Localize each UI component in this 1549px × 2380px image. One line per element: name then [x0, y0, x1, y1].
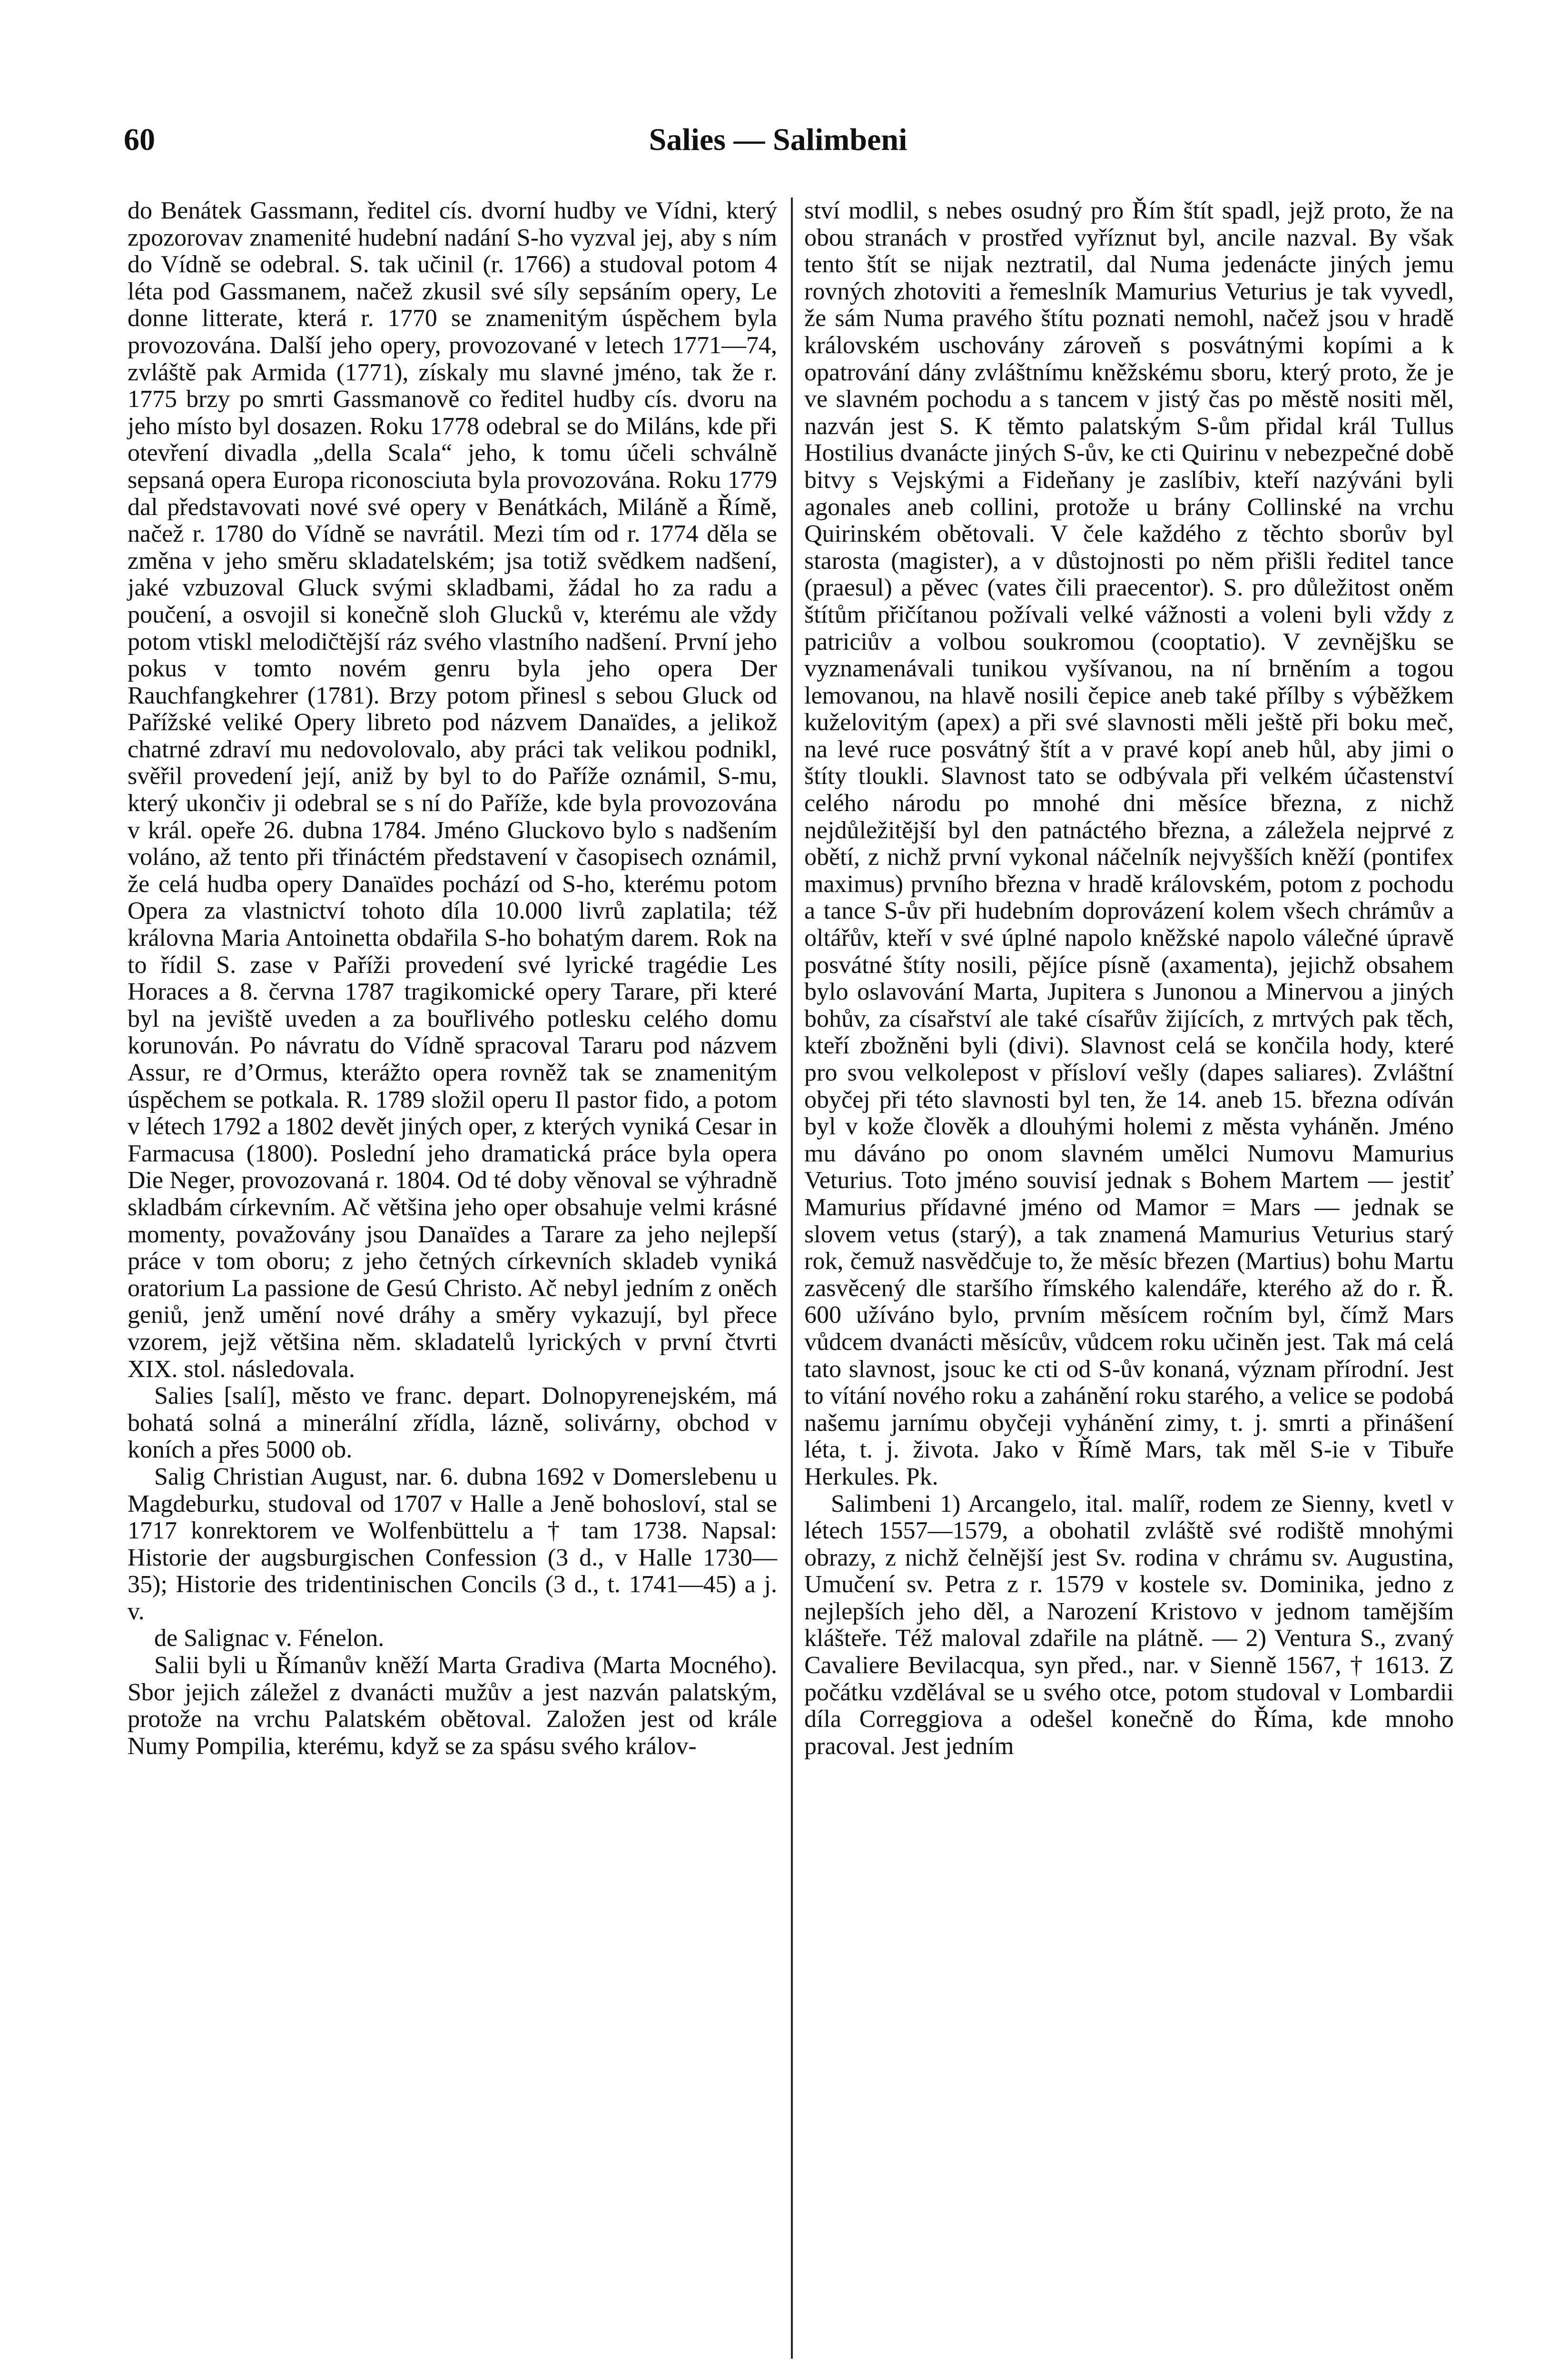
salii-continuation-paragraph: ství modlil, s nebes osudný pro Řím štít spadl, jejž proto, že na obou stranách v prostřed vyříznut byl, ancile nazval. By však tento štít se nijak neztratil, dal Numa jedenácte jiných jemu rovných zhotoviti a řemeslník Mamurius Veturius je tak vyvedl, že sám Numa pravého štítu poznati nemohl, načež jsou v hradě královském uschovány zároveň s posvátnými kopími a k opatrování dány zvláštnímu kněžskému sboru, který proto, že je ve slavném pochodu a s tancem v jistý čas po městě nositi měl, nazván jest S. K těmto palatským S-ům přidal král Tullus Hostilius dvanácte jiných S-ův, ke cti Quirinu v nebezpečné době bitvy s Vejskými a Fideňany je zaslíbiv, kteří nazýváni byli agonales aneb collini, protože u brány Collinské na vrchu Quirinském obětovali. V čele každého z těchto sborův byl starosta (magister), a v důstojnosti po něm přišli ředitel tance (praesul) a pěvec (vates čili praecentor). S. pro důležitost oněm štítům přičítanou požívali velké vážnosti a voleni byli vždy z patriciův a volbou soukromou (cooptatio). V zevnějšku se vyznamenávali tunikou vyšívanou, na ní brněním a togou lemovanou, na hlavě nosili čepice aneb také přílby s výběžkem kuželovitým (apex) a při své slavnosti měli ještě při boku meč, na levé ruce posvátný štít a v pravé kopí aneb hůl, aby jimi o štíty tloukli. Slavnost tato se odbývala při velkém účastenství celého národu po mnohé dni měsíce března, z nichž nejdůležitější byl den patnáctého března, a záleželа nejprvé z obětí, z nichž první vykonal náčelník nejvyšších kněží (pontifex maximus) prvního března v hradě královském, potom z pochodu a tance S-ův při hudebním doprovázení kolem všech chrámův a oltářův, kteří v své úplné napolo kněžské napolo válečné úpravě posvátné štíty nosili, pějíce písně (axamenta), jejichž obsahem bylo oslavování Marta, Jupitera s Junonou a Minervou a jiných bohův, za císařství ale také císařův žijících, z mrtvých pak těch, kteří zbožněni byli (divi). Slavnost celá se končila hody, které pro svou velkolepost v přísloví vešly (dapes saliares). Zvláštní obyčej při této slavnosti byl ten, že 14. aneb 15. března odíván byl v kože člověk a dlouhými holemi z města vyháněn. Jméno mu dáváno po onom slavném umělci Numovu Mamurius Veturius. Toto jméno souvisí jednak s Bohem Martem — jestiť Mamurius přídavné jméno od Mamor = Mars — jednak se slovem vetus (starý), a tak znamená Mamurius Veturius starý rok, čemuž nasvědčuje to, že měsíc březen (Martius) bohu Martu zasvěcený dle staršího římského kalendáře, kterého až do r. Ř. 600 užíváno bylo, prvním měsícem ročním byl, čímž Mars vůdcem dvanácti měsícův, vůdcem roku učiněn jest. Tak má celá tato slavnost, jsouc ke cti od S-ův konaná, význam přírodní. Jest to vítání nového roku a zahánění roku starého, a velice se podobá našemu jarnímu obyčeji vyhánění zimy, t. j. smrti a přinášení léta, t. j. života. Jako v Římě Mars, tak měl S-ie v Tibuře Herkules. Pk. — [804, 197, 1454, 1490]
entry-salig: Salig Christian August, nar. 6. dubna 1692 v Domerslebenu u Magdeburku, studoval od 1707 v Halle a Jeně bohosloví, stal se 1717 konrektorem ve Wolfenbüttelu a † tam 1738. Napsal: Historie der augsburgischen Confession (3 d., v Halle 1730—35); Historie des tridentinischen Concils (3 d., t. 1741—45) a j. v. — [128, 1463, 777, 1625]
left-column — [128, 198, 777, 1760]
entry-de-salignac: de Salignac v. Fénelon. — [154, 1625, 385, 1652]
running-head: Salies — Salimbeni — [649, 122, 908, 157]
salieri-continuation-paragraph: do Benátek Gassmann, ředitel cís. dvorní hudby ve Vídni, který zpozorovav znamenité hudební nadání S-ho vyzval jej, aby s ním do Vídně se odebral. S. tak učinil (r. 1766) a studoval potom 4 léta pod Gassmanem, načež zkusil své síly sepsáním opery, Le donne litterate, která r. 1770 se znamenitým úspěchem byla provozována. Další jeho opery, provozované v letech 1771—74, zvláště pak Armida (1771), získaly mu slavné jméno, tak že r. 1775 brzy po smrti Gassmanově co ředitel hudby cís. dvoru na jeho místo byl dosazen. Roku 1778 odebral se do Miláns, kde při otevření divadla „della Scala“ jeho, k tomu účeli schválně sepsaná opera Europa riconosciuta byla provozována. Roku 1779 dal představovati nové své opery v Benátkách, Miláně a Římě, načež r. 1780 do Vídně se navrátil. Mezi tím od r. 1774 děla se změna v jeho směru skladatelském; jsa totiž svědkem nadšení, jaké vzbuzoval Gluck svými skladbami, žádal ho za radu a poučení, a osvojil si konečně sloh Glucků v, kterému ale vždy potom vtiskl melodičtější ráz svého vlastního nadšení. První jeho pokus v tomto novém genru byla jeho opera Der Rauchfangkehrer (1781). Brzy potom přinesl s sebou Gluck od Pařížské veliké Opery libreto pod názvem Danaïdes, a jelikož chatrné zdraví mu nedovolovalo, aby práci tak velikou podnikl, svěřil provedení její, aniž by byl to do Paříže oznámil, S-mu, který ukončiv ji odebral se s ní do Paříže, kde byla provozována v král. opeře 26. dubna 1784. Jméno Gluckovo bylo s nadšením voláno, až tento při třináctém představení v časopisech oznámil, že celá hudba opery Danaïdes pochází od S-ho, kterému potom Opera za vlastnictví tohoto díla 10.000 livrů zaplatila; též královna Maria Antoinetta obdařila S-ho bohatým darem. Rok na to řídil S. zase v Paříži provedení své lyrické tragédie Les Horaces a 8. června 1787 tragikomické opery Tarare, při které byl na jeviště uveden a za bouřlivého potlesku celého domu korunován. Po návratu do Vídně spracoval Tararu pod názvem Assur, re d’Ormus, kterážto opera rovněž tak se znamenitým úspěchem se potkala. R. 1789 složil operu Il pastor fido, a potom v létech 1792 a 1802 devět jiných oper, z kterých vyniká Cesar in Farmacusa (1800). Poslední jeho dramatická práce byla opera Die Neger, provozovaná r. 1804. Od té doby věnoval se výhradně skladbám církevním. Ač většina jeho oper obsahuje velmi krásné momenty, považovány jsou Danaïdes a Tarare za jeho nejlepší práce v tom oboru; z jeho četných církevních skladeb vyniká oratorium La passione de Gesú Christo. Ač nebyl jedním z oněch geniů, jenž umění nové dráhy a směry vykazují, byl přece vzorem, jejž většina něm. skladatelů lyrických v první čtvrti XIX. stol. následovala. — [128, 197, 777, 1383]
page-header — [124, 114, 1432, 162]
entry-salimbeni: Salimbeni 1) Arcangelo, ital. malíř, rodem ze Sienny, kvetl v létech 1557—1579, a obohatil zvláště své rodiště mnohými obrazy, z nichž čelnější jest Sv. rodina v chrámu sv. Augustina, Umučení sv. Petra z r. 1579 v kostele sv. Dominika, jedno z nejlepších jeho děl, a Narození Kristovo v jednom tamějším klášteře. Též maloval zdařile na plátně. — 2) Ventura S., zvaný Cavaliere Bevilacqua, syn před., nar. v Sienně 1567, † 1613. Z počátku vzdělával se u svého otce, potom studoval v Lombardii díla Correggiova a odešel konečně do Říma, kde mnoho pracoval. Jest jedním — [804, 1490, 1454, 1760]
right-column — [804, 198, 1454, 1760]
entry-salii: Salii byli u Římanův kněží Marta Gradiva (Marta Mocného). Sbor jejich záležel z dvanácti mužův a jest nazván palatským, protože na vrchu Palatském obětoval. Založen jest od krále Numy Pompilia, kterému, když se za spásu svého králov- — [128, 1652, 777, 1760]
entry-salies: Salies [salí], město ve franc. depart. Dolnopyrenejském, má bohatá solná a minerální zřídla, lázně, solivárny, obchod v koních a přes 5000 ob. — [128, 1382, 777, 1464]
page-number: 60 — [124, 122, 155, 157]
column-divider — [791, 198, 793, 2359]
